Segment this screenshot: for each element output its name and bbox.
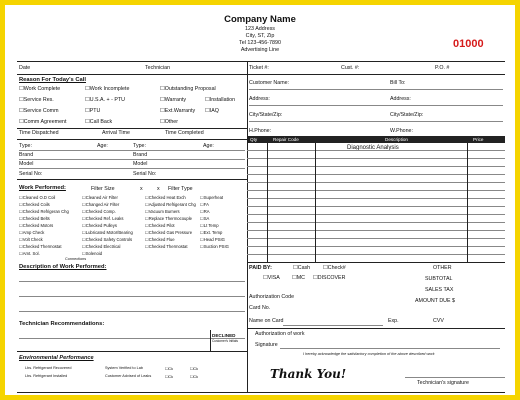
check-item[interactable]: ☐Ext. Temp: [200, 230, 223, 235]
check-item[interactable]: ☐Amp Check: [19, 230, 45, 235]
reason-ptu[interactable]: ☐PTU: [85, 108, 101, 114]
rule: [249, 121, 503, 122]
arrival-time-label: Arrival Time: [102, 130, 130, 136]
check-item[interactable]: ☐Checked Pulleys: [82, 223, 117, 228]
col-description: Description: [385, 137, 408, 142]
check-item[interactable]: ☐RA: [200, 209, 210, 214]
recommendations-title: Technician Recommendations:: [19, 321, 105, 327]
reason-service-comm[interactable]: ☐Service Comm: [19, 108, 59, 114]
po-label: P.O. #: [435, 65, 450, 71]
reason-warranty[interactable]: ☐Warranty: [160, 97, 187, 103]
rule: [17, 74, 247, 75]
form-top-rule: [17, 61, 505, 62]
check-item[interactable]: ☐SA: [200, 216, 210, 221]
service-invoice-form: [5, 5, 515, 395]
rule: [19, 159, 245, 160]
check-item[interactable]: ☐Checked Comp.: [82, 209, 116, 214]
declined-label: DECLINED: [212, 333, 236, 338]
acknowledge-text: I hereby acknowledge the satisfactory completion of the above described work: [303, 352, 435, 356]
check-item[interactable]: ☐Checked Coils: [19, 202, 50, 207]
reason-outstanding-proposal[interactable]: ☐Outstanding Proposal: [160, 86, 216, 92]
amount-due-label: AMOUNT DUE $: [415, 298, 455, 304]
tech-signature-label: Technician's signature: [417, 380, 469, 386]
bill-to-label: Bill To:: [390, 80, 406, 86]
diagnostic-analysis: Diagnostic Analysis: [347, 145, 399, 151]
ticket-label: Ticket #:: [249, 65, 269, 71]
check-item[interactable]: ☐Volt Check: [19, 237, 43, 242]
check-item[interactable]: ☐Solenoid: [82, 251, 103, 256]
wphone-label: W.Phone:: [390, 128, 413, 134]
reason-title: Reason For Today's Call: [19, 77, 86, 83]
brand-label-2: Brand: [133, 152, 148, 158]
check-item[interactable]: ☐Cleaned O.D Coil: [19, 195, 56, 200]
pay-check[interactable]: ☐Check#: [323, 265, 346, 271]
sales-tax-label: SALES TAX: [425, 287, 454, 293]
env-ck-3[interactable]: ☐Ck: [190, 367, 199, 371]
reason-call-back[interactable]: ☐Call Back: [85, 119, 113, 125]
rule: [19, 168, 245, 169]
table-col-line: [267, 136, 268, 262]
age-label-2: Age:: [203, 143, 214, 149]
rule: [249, 89, 503, 90]
advertising-line: Advertising Line: [240, 47, 280, 53]
reason-usa-ptu[interactable]: ☐U.S.A. + - PTU: [85, 97, 125, 103]
filter-x-2: x: [157, 186, 160, 192]
rule: [19, 281, 245, 282]
check-item[interactable]: ☐Checked Thermostat: [145, 244, 188, 249]
rule: [17, 139, 247, 140]
exp-label: Exp.: [388, 318, 399, 324]
card-no-label: Card No.: [249, 305, 271, 311]
rule: [17, 128, 247, 129]
rule: [247, 74, 505, 75]
col-qty: Qty: [250, 137, 258, 142]
city-label: City/State/Zip:: [249, 112, 283, 118]
filter-type-label: Filter Type: [168, 186, 193, 192]
rule: [283, 325, 383, 326]
reason-comm-agreement[interactable]: ☐Comm Agreement: [19, 119, 67, 125]
paid-by-label: PAID BY:: [249, 265, 272, 271]
connections-label: Connections: [65, 257, 87, 261]
rule: [17, 179, 247, 180]
rule: [19, 150, 245, 151]
check-item[interactable]: ☐Superheat: [200, 195, 224, 200]
rule: [19, 311, 245, 312]
check-item[interactable]: ☐Amt. Sol.: [19, 251, 40, 256]
bill-address-label: Address:: [390, 96, 411, 102]
form-bottom-rule: [17, 392, 505, 393]
rule: [249, 105, 503, 106]
thank-you: Thank You!: [270, 367, 347, 381]
authorization-work-label: Authorization of work: [255, 331, 305, 337]
serial-label-2: Serial No:: [133, 171, 157, 177]
signature-label: Signature: [255, 342, 278, 348]
pay-mc[interactable]: ☐MC: [292, 275, 305, 281]
check-item[interactable]: ☐Vacuum Burners: [145, 209, 180, 214]
check-item[interactable]: ☐FA: [200, 202, 209, 207]
reason-installation[interactable]: ☐Installation: [205, 97, 236, 103]
check-item[interactable]: ☐Checked Flue: [145, 237, 175, 242]
reason-ext-warranty[interactable]: ☐Ext.Warranty: [160, 108, 196, 114]
reason-other[interactable]: ☐Other: [160, 119, 178, 125]
pay-visa[interactable]: ☐VISA: [263, 275, 280, 281]
authorization-code-label: Authorization Code: [249, 294, 295, 300]
env-item-verified: System Verified to Lab: [105, 366, 143, 370]
check-item[interactable]: ☐Checked Motors: [19, 223, 54, 228]
age-label-1: Age:: [97, 143, 108, 149]
date-label: Date: [19, 65, 31, 71]
rule: [247, 328, 505, 329]
filter-size-label: Filter Size: [91, 186, 115, 192]
check-item[interactable]: ☐Cleaned Air Filter: [82, 195, 118, 200]
cvv-label: CVV: [433, 318, 444, 324]
check-item[interactable]: ☐Checked Ref. Leaks: [82, 216, 124, 221]
time-dispatched-label: Time Dispatched: [19, 130, 59, 136]
col-repair-code: Repair Code: [273, 137, 299, 142]
rule: [17, 351, 247, 352]
bill-city-label: City/State/Zip:: [390, 112, 424, 118]
invoice-number: 01000: [453, 38, 484, 50]
check-item[interactable]: ☐Checked Pilot: [145, 223, 175, 228]
table-col-line: [467, 136, 468, 262]
filter-x-1: x: [140, 186, 143, 192]
reason-service-res[interactable]: ☐Service Res.: [19, 97, 54, 103]
reason-work-complete[interactable]: ☐Work Complete: [19, 86, 61, 92]
check-item[interactable]: ☐Changed Air Filter: [82, 202, 120, 207]
company-address: 123 Address: [245, 26, 275, 32]
model-label-2: Model: [133, 161, 148, 167]
center-divider: [247, 61, 248, 393]
name-on-card-label: Name on Card: [249, 318, 284, 324]
table-bottom-line: [247, 262, 505, 263]
pay-cash[interactable]: ☐Cash: [293, 265, 311, 271]
work-performed-title: Work Performed:: [19, 185, 66, 191]
env-ck-1[interactable]: ☐Ck: [165, 367, 174, 371]
cust-label: Cust. #:: [341, 65, 360, 71]
check-item[interactable]: ☐Adjusted Refrigerant Chg: [145, 202, 196, 207]
company-city: City, ST, Zip: [245, 33, 275, 39]
check-item[interactable]: ☐Checked Refrigeran Chg: [19, 209, 69, 214]
check-item[interactable]: ☐Checked Belts: [19, 216, 50, 221]
brand-label-1: Brand: [19, 152, 34, 158]
env-item-recovered: Lbs. Refrigerant Recovered: [25, 366, 72, 370]
declined-note: Customer's Initials: [212, 339, 238, 343]
serial-label-1: Serial No:: [19, 171, 43, 177]
declined-box-left: [210, 330, 211, 351]
table-col-line: [315, 136, 316, 262]
check-item[interactable]: ☐Checked Electrical: [82, 244, 121, 249]
subtotal-label: SUBTOTAL: [425, 276, 453, 282]
check-item[interactable]: ☐Suction PSIG: [200, 244, 229, 249]
env-title: Environmental Performance: [19, 355, 94, 361]
company-name: Company Name: [224, 14, 296, 25]
type-label-1: Type:: [19, 143, 32, 149]
check-item[interactable]: ☐Lt Temp: [200, 223, 219, 228]
check-item[interactable]: ☐Checked Heat Exch: [145, 195, 186, 200]
env-ck-2[interactable]: ☐Ck: [165, 375, 174, 379]
address-label: Address:: [249, 96, 270, 102]
check-item[interactable]: ☐Checked Thermostat: [19, 244, 62, 249]
reason-iaq[interactable]: ☐IAQ: [205, 108, 219, 114]
env-item-installed: Lbs. Refrigerant Installed: [25, 374, 68, 378]
type-label-2: Type:: [133, 143, 146, 149]
reason-work-incomplete[interactable]: ☐Work Incomplete: [85, 86, 130, 92]
rule: [405, 377, 505, 378]
check-item[interactable]: ☐Checked Gas Pressure: [145, 230, 193, 235]
company-tel: Tel 123-456-7890: [239, 40, 281, 46]
hphone-label: H.Phone:: [249, 128, 272, 134]
check-item[interactable]: ☐Head PSIG: [200, 237, 225, 242]
col-price: Price: [473, 137, 484, 142]
rule: [280, 348, 500, 349]
pay-discover[interactable]: ☐DISCOVER: [313, 275, 346, 281]
customer-name-label: Customer Name:: [249, 80, 290, 86]
check-item[interactable]: ☐Replace Thermocouple: [145, 216, 192, 221]
technician-label: Technician: [145, 65, 171, 71]
model-label-1: Model: [19, 161, 34, 167]
time-completed-label: Time Completed: [165, 130, 204, 136]
other-label: OTHER: [433, 265, 452, 271]
description-title: Description of Work Performed:: [19, 264, 107, 270]
check-item[interactable]: ☐Lubricated Motor/Bearing: [82, 230, 133, 235]
env-ck-4[interactable]: ☐Ck: [190, 375, 199, 379]
rule: [19, 296, 245, 297]
check-item[interactable]: ☐Checked Safety Controls: [82, 237, 133, 242]
env-item-advised: Customer Advised of Leaks: [105, 374, 152, 378]
